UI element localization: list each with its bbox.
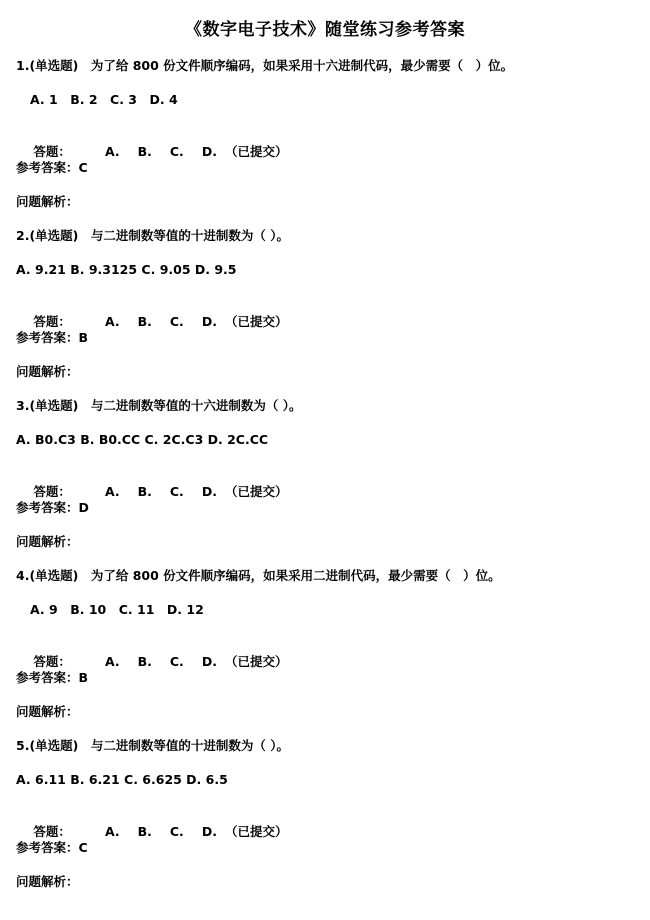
answer-choice-a[interactable]: A. xyxy=(104,824,120,839)
answer-choice-b[interactable]: B. xyxy=(137,314,152,329)
question-5-stem: 5.(单选题) 与二进制数等值的十进制数为（ ）。 xyxy=(16,738,289,753)
question-3-reference: 参考答案：D xyxy=(16,500,89,515)
question-3-options: A. B0.C3 B. B0.CC C. 2C.C3 D. 2C.CC xyxy=(16,432,269,447)
document-title: 《数字电子技术》随堂练习参考答案 xyxy=(185,20,465,40)
question-2-analysis: 问题解析： xyxy=(16,364,79,379)
question-1-analysis: 问题解析： xyxy=(16,194,79,209)
answer-label: 答题： xyxy=(33,144,71,159)
question-4-reference: 参考答案：B xyxy=(16,670,89,685)
question-1-stem: 1.(单选题) 为了给 800 份文件顺序编码，如果采用十六进制代码，最少需要（ ）位。 xyxy=(16,58,514,73)
question-1-reference: 参考答案：C xyxy=(16,160,88,175)
answer-label: 答题： xyxy=(33,484,71,499)
answer-choice-d[interactable]: D. xyxy=(201,824,217,839)
question-3-stem: 3.(单选题) 与二进制数等值的十六进制数为（ ）。 xyxy=(16,398,302,413)
submitted-status: （已提交） xyxy=(224,314,288,329)
answer-choice-a[interactable]: A. xyxy=(104,144,120,159)
answer-choice-a[interactable]: A. xyxy=(104,654,120,669)
question-5-options: A. 6.11 B. 6.21 C. 6.625 D. 6.5 xyxy=(16,772,228,787)
answer-choice-b[interactable]: B. xyxy=(137,824,152,839)
answer-choice-c[interactable]: C. xyxy=(169,484,184,499)
answer-choice-d[interactable]: D. xyxy=(201,654,217,669)
answer-choice-b[interactable]: B. xyxy=(137,484,152,499)
answer-choice-d[interactable]: D. xyxy=(201,484,217,499)
answer-label: 答题： xyxy=(33,654,71,669)
question-4-analysis: 问题解析： xyxy=(16,704,79,719)
submitted-status: （已提交） xyxy=(224,484,288,499)
submitted-status: （已提交） xyxy=(224,654,288,669)
answer-choice-c[interactable]: C. xyxy=(169,144,184,159)
submitted-status: （已提交） xyxy=(224,824,288,839)
question-4-options: A. 9 B. 10 C. 11 D. 12 xyxy=(30,602,204,617)
question-2-reference: 参考答案：B xyxy=(16,330,89,345)
answer-choice-a[interactable]: A. xyxy=(104,484,120,499)
question-1-options: A. 1 B. 2 C. 3 D. 4 xyxy=(30,92,178,107)
question-5-reference: 参考答案：C xyxy=(16,840,88,855)
answer-label: 答题： xyxy=(33,314,71,329)
answer-choice-a[interactable]: A. xyxy=(104,314,120,329)
question-2-options: A. 9.21 B. 9.3125 C. 9.05 D. 9.5 xyxy=(16,262,237,277)
answer-choice-c[interactable]: C. xyxy=(169,654,184,669)
answer-choice-d[interactable]: D. xyxy=(201,314,217,329)
question-2-stem: 2.(单选题) 与二进制数等值的十进制数为（ ）。 xyxy=(16,228,289,243)
answer-choice-d[interactable]: D. xyxy=(201,144,217,159)
answer-choice-c[interactable]: C. xyxy=(169,824,184,839)
answer-label: 答题： xyxy=(33,824,71,839)
question-3-analysis: 问题解析： xyxy=(16,534,79,549)
submitted-status: （已提交） xyxy=(224,144,288,159)
question-4-stem: 4.(单选题) 为了给 800 份文件顺序编码，如果采用二进制代码，最少需要（ ）位。 xyxy=(16,568,501,583)
answer-choice-b[interactable]: B. xyxy=(137,654,152,669)
question-5-analysis: 问题解析： xyxy=(16,874,79,889)
answer-choice-b[interactable]: B. xyxy=(137,144,152,159)
answer-choice-c[interactable]: C. xyxy=(169,314,184,329)
